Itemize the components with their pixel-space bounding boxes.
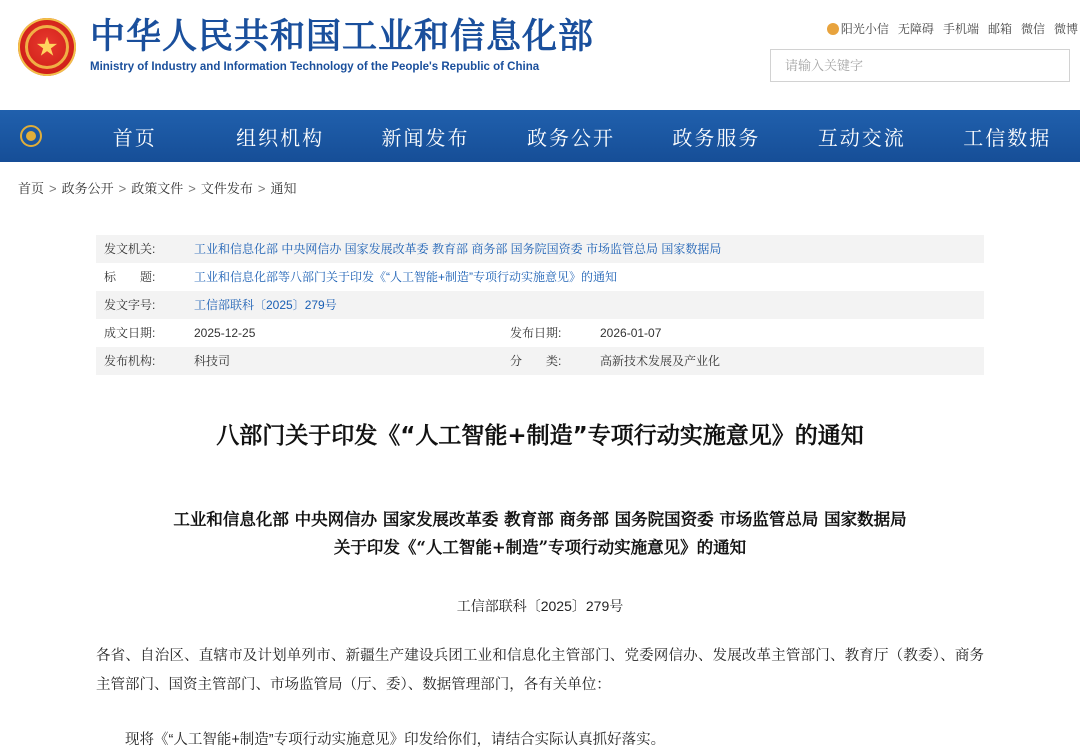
breadcrumb-separator: > (257, 181, 266, 196)
header-link-yangguangxiaoxin[interactable] (827, 20, 889, 37)
header-link-accessibility[interactable]: 无障碍 (897, 22, 934, 36)
nav-item-organization[interactable]: 组织机构 (236, 125, 325, 150)
meta-label-document-number: 发文字号: (96, 291, 186, 319)
site-header (0, 0, 1080, 110)
emblem-star-icon: ★ (35, 31, 59, 62)
nav-item-government-affairs[interactable]: 政务公开 (526, 125, 615, 150)
document-meta-table (96, 235, 984, 375)
site-title-cn: 中华人民共和国工业和信息化部 (90, 17, 595, 58)
header-link-mail[interactable]: 邮箱 (987, 22, 1012, 36)
nav-item-news[interactable]: 新闻发布 (381, 125, 470, 150)
meta-label-title: 标 题: (104, 270, 156, 284)
meta-link-issuing-agency[interactable]: 工业和信息化部 中央网信办 国家发展改革委 教育部 商务部 国务院国资委 市场监管总局 国家数据局 (194, 242, 722, 256)
header-link-mobile[interactable]: 手机端 (942, 22, 979, 36)
meta-value-issuing-agency (186, 235, 984, 263)
meta-label-publishing-org: 发布机构: (96, 347, 186, 375)
table-row (96, 263, 984, 291)
table-row (96, 319, 984, 347)
breadcrumb (0, 162, 1080, 197)
site-logo[interactable] (0, 0, 594, 76)
breadcrumb-item-home[interactable]: 首页 (18, 181, 45, 196)
nav-items (62, 122, 1080, 151)
meta-label-completion-date: 成文日期: (104, 326, 156, 340)
header-links (770, 20, 1080, 37)
breadcrumb-separator: > (118, 181, 127, 196)
meta-value-document-number (186, 291, 984, 319)
header-link-label: 阳光小信 (840, 22, 889, 36)
site-title-en: Ministry of Industry and Information Technology of the People's Republic of China (90, 61, 540, 74)
meta-label-issuing-agency: 发文机关: (96, 235, 186, 263)
breadcrumb-item-government-affairs[interactable]: 政务公开 (61, 181, 114, 196)
document-issuer-line1: 工业和信息化部 中央网信办 国家发展改革委 教育部 商务部 国务院国资委 市场监管总局 国家数据局 (173, 509, 907, 529)
main-nav (0, 110, 1080, 162)
page-title: 八部门关于印发《“人工智能+制造”专项行动实施意见》的通知 (216, 423, 864, 449)
document-number: 工信部联科〔2025〕279号 (456, 597, 624, 614)
header-link-weibo[interactable]: 微博 (1053, 22, 1078, 36)
header-right (770, 20, 1080, 82)
meta-label-category: 分 类: (502, 347, 592, 375)
table-row (96, 235, 984, 263)
breadcrumb-item-document-release[interactable]: 文件发布 (200, 181, 253, 196)
meta-value-category: 高新技术发展及产业化 (592, 347, 984, 375)
nav-item-data[interactable]: 工信数据 (963, 125, 1052, 150)
meta-value-title (186, 263, 984, 291)
header-link-wechat[interactable]: 微信 (1020, 22, 1045, 36)
document-issuer (96, 506, 984, 562)
breadcrumb-item-notice[interactable]: 通知 (270, 181, 297, 196)
nav-item-services[interactable]: 政务服务 (672, 125, 761, 150)
table-row (96, 347, 984, 375)
nav-item-home[interactable]: 首页 (112, 125, 157, 150)
nav-item-interaction[interactable]: 互动交流 (817, 125, 906, 150)
document-paragraph-body: 现将《“人工智能+制造”专项行动实施意见》印发给你们，请结合实际认真抓好落实。 (125, 731, 666, 748)
breadcrumb-item-policy-documents[interactable]: 政策文件 (131, 181, 184, 196)
sun-icon (827, 23, 839, 35)
table-row (96, 291, 984, 319)
site-title-block (90, 17, 595, 74)
document-issuer-line2: 关于印发《“人工智能+制造”专项行动实施意见》的通知 (333, 537, 747, 557)
nav-mark-icon (20, 125, 42, 147)
nav-logo-icon (0, 125, 62, 147)
page-content (0, 235, 1080, 755)
search-input[interactable] (783, 57, 1069, 74)
meta-value-publishing-org: 科技司 (186, 347, 502, 375)
meta-value-completion-date: 2025-12-25 (194, 326, 256, 340)
meta-value-publish-date: 2026-01-07 (600, 326, 662, 340)
breadcrumb-separator: > (188, 181, 196, 196)
meta-link-document-number[interactable]: 工信部联科〔2025〕279号 (194, 298, 337, 312)
national-emblem-icon (18, 18, 76, 76)
search-box[interactable] (770, 49, 1070, 82)
meta-link-title[interactable]: 工业和信息化部等八部门关于印发《“人工智能+制造”专项行动实施意见》的通知 (194, 270, 618, 284)
meta-label-publish-date: 发布日期: (510, 326, 562, 340)
document-paragraph-addressees: 各省、自治区、直辖市及计划单列市、新疆生产建设兵团工业和信息化主管部门、党委网信办、发展改革主管部门、教育厅（教委）、商务主管部门、国资主管部门、市场监管局（厅、委）、数据管理部门，各有关单位： (96, 647, 984, 693)
breadcrumb-separator: > (49, 181, 57, 196)
